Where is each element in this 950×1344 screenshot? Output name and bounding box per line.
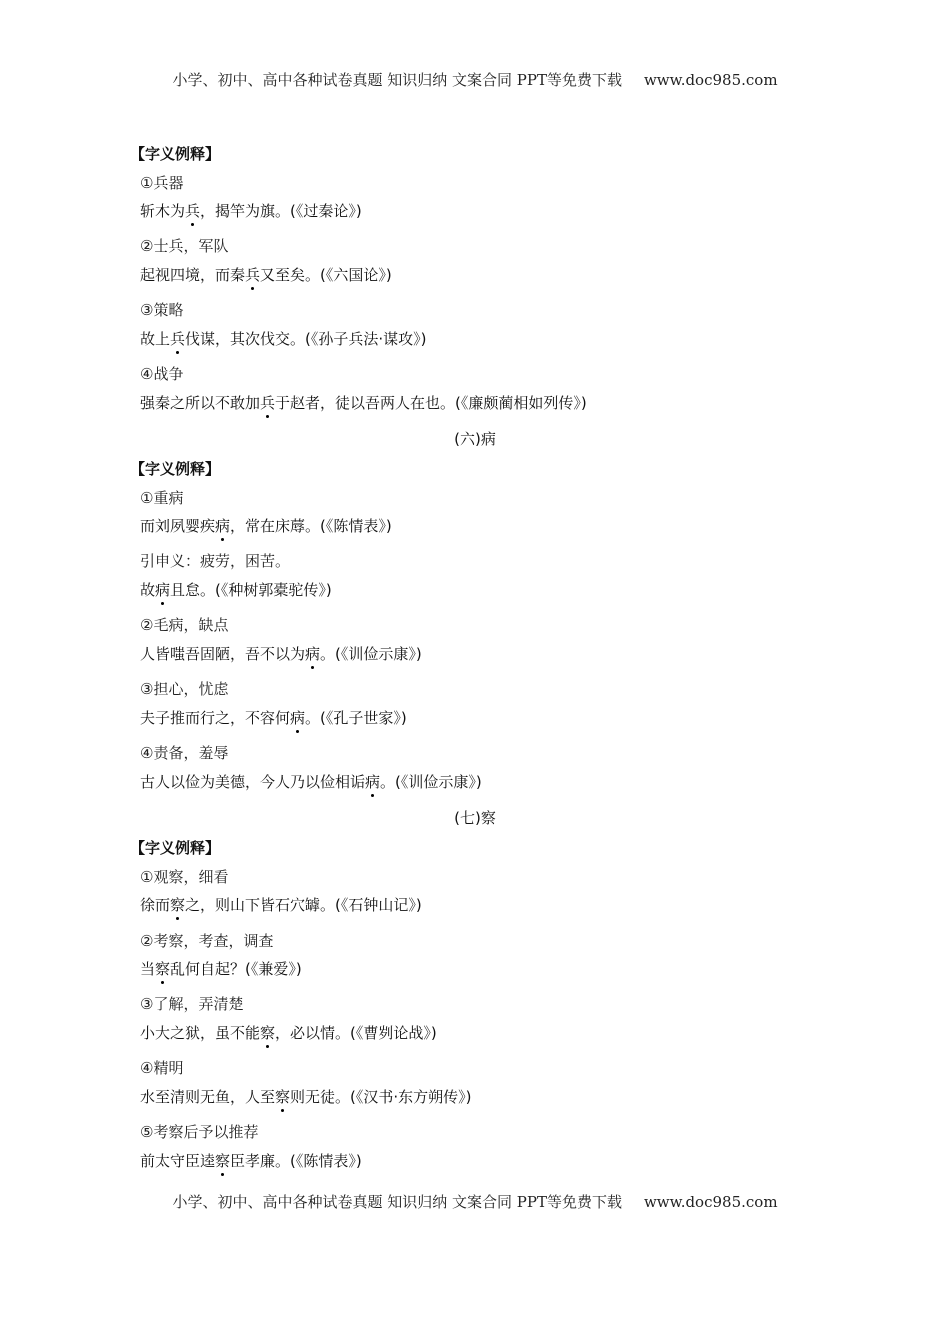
- example-sentence: [140, 644, 422, 664]
- meaning-item: ①兵器: [140, 174, 184, 192]
- section-label: 【字义例释】: [130, 145, 221, 163]
- example-sentence: [140, 516, 392, 536]
- example-text: ，常在床蓐。(《陈情表》): [230, 517, 392, 535]
- meaning-item: ①重病: [140, 489, 184, 507]
- example-text: 小大之狱，虽不能: [140, 1024, 261, 1042]
- example-text: 斩木为: [140, 202, 186, 220]
- meaning-item: ③了解，弄清楚: [140, 995, 244, 1013]
- emphasized-character: 兵: [245, 266, 261, 284]
- example-text: 。(《孔子世家》): [305, 709, 407, 727]
- example-text: 。(《训俭示康》): [380, 773, 482, 791]
- footer-url[interactable]: www.doc985.com: [643, 1193, 778, 1211]
- example-text: 古人以俭为美德，今人乃以俭相诟: [140, 773, 366, 791]
- section-label: 【字义例释】: [130, 460, 221, 478]
- meaning-item: ②士兵，军队: [140, 237, 229, 255]
- example-sentence: [140, 1151, 362, 1171]
- meaning-item: ⑤考察后予以推荐: [140, 1123, 259, 1141]
- meaning-item: ②毛病，缺点: [140, 616, 229, 634]
- emphasized-character: 察: [260, 1024, 276, 1042]
- page-footer: [0, 1191, 950, 1212]
- emphasized-character: 兵: [260, 394, 276, 412]
- header-url[interactable]: www.doc985.com: [643, 71, 778, 89]
- section-title: (六)病: [454, 430, 496, 448]
- example-text: 当: [140, 960, 156, 978]
- example-text: 起视四境，而秦: [140, 266, 246, 284]
- example-text: 故上: [140, 330, 171, 348]
- example-text: 则无徒。(《汉书·东方朔传》): [290, 1088, 472, 1106]
- emphasized-character: 兵: [170, 330, 186, 348]
- example-sentence: [140, 580, 332, 600]
- example-sentence: [140, 201, 362, 221]
- emphasized-character: 察: [155, 960, 171, 978]
- example-text: ，揭竿为旗。(《过秦论》): [200, 202, 362, 220]
- example-sentence: [140, 393, 587, 413]
- example-text: 且怠。(《种树郭橐驼传》): [170, 581, 332, 599]
- example-text: 强秦之所以不敢加: [140, 394, 261, 412]
- example-text: ，必以情。(《曹刿论战》): [275, 1024, 437, 1042]
- header-text: 小学、初中、高中各种试卷真题 知识归纳 文案合同 PPT等免费下载: [172, 71, 622, 89]
- example-text: 之，则山下皆石穴罅。(《石钟山记》): [185, 896, 422, 914]
- example-text: 于赵者，徒以吾两人在也。(《廉颇蔺相如列传》): [275, 394, 587, 412]
- emphasized-character: 兵: [185, 202, 201, 220]
- meaning-item: ②考察，考查，调查: [140, 932, 274, 950]
- example-text: 徐而: [140, 896, 171, 914]
- example-text: 。(《训俭示康》): [320, 645, 422, 663]
- example-sentence: [140, 1023, 437, 1043]
- example-text: 水至清则无鱼，人至: [140, 1088, 276, 1106]
- example-text: 前太守臣逵: [140, 1152, 216, 1170]
- example-sentence: [140, 1087, 472, 1107]
- example-sentence: [140, 959, 302, 979]
- example-text: 伐谋，其次伐交。(《孙子兵法·谋攻》): [185, 330, 427, 348]
- page-header: [0, 69, 950, 90]
- example-sentence: [140, 265, 392, 285]
- emphasized-character: 病: [305, 645, 321, 663]
- emphasized-character: 察: [170, 896, 186, 914]
- example-sentence: [140, 708, 407, 728]
- section-label: 【字义例释】: [130, 839, 221, 857]
- emphasized-character: 病: [155, 581, 171, 599]
- meaning-item: ③担心，忧虑: [140, 680, 229, 698]
- emphasized-character: 察: [215, 1152, 231, 1170]
- meaning-item: ①观察，细看: [140, 868, 229, 886]
- emphasized-character: 察: [275, 1088, 291, 1106]
- footer-text: 小学、初中、高中各种试卷真题 知识归纳 文案合同 PPT等免费下载: [172, 1193, 622, 1211]
- example-text: 夫子推而行之，不容何: [140, 709, 291, 727]
- example-sentence: [140, 329, 427, 349]
- emphasized-character: 病: [290, 709, 306, 727]
- meaning-item: ④责备，羞辱: [140, 744, 229, 762]
- meaning-item: ④战争: [140, 365, 184, 383]
- example-text: 又至矣。(《六国论》): [260, 266, 392, 284]
- section-title: (七)察: [454, 809, 496, 827]
- example-text: 乱何自起？(《兼爱》): [170, 960, 302, 978]
- example-text: 人皆嗤吾固陋，吾不以为: [140, 645, 306, 663]
- emphasized-character: 病: [215, 517, 231, 535]
- example-text: 故: [140, 581, 156, 599]
- meaning-item: ③策略: [140, 301, 184, 319]
- meaning-item: 引申义：疲劳，困苦。: [140, 552, 291, 570]
- example-sentence: [140, 772, 482, 792]
- meaning-item: ④精明: [140, 1059, 184, 1077]
- example-text: 而刘夙婴疾: [140, 517, 216, 535]
- emphasized-character: 病: [365, 773, 381, 791]
- example-text: 臣孝廉。(《陈情表》): [230, 1152, 362, 1170]
- example-sentence: [140, 895, 422, 915]
